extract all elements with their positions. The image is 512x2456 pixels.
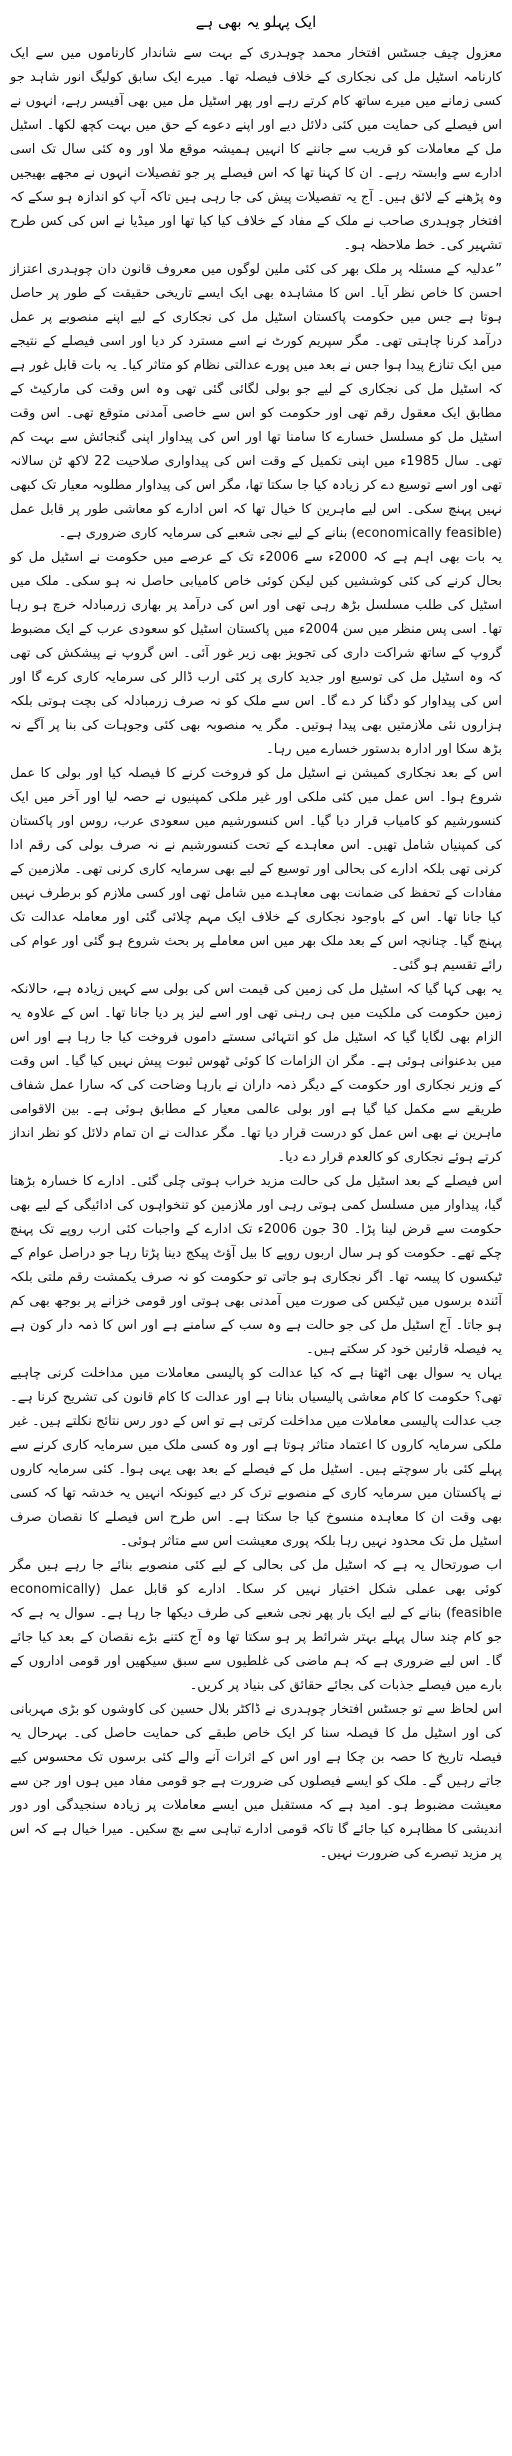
paragraph-7: یہاں یہ سوال بھی اٹھتا ہے کہ کیا عدالت کو پالیسی معاملات میں مداخلت کرنی چاہیے تھی؟ حکومت کا کام معاشی پالیسیاں بنانا ہے اور عدالت کا کام قانون کی تشریح کرنا ہے۔ جب عدالت پالیسی معاملات میں مداخلت کرتی ہے تو اس کے دور رس نتائج نکلتے ہیں۔ غیر ملکی سرمایہ کاروں کا اعتماد متاثر ہوتا ہے اور وہ کسی ملک میں سرمایہ کاری کرنے سے پہلے کئی بار سوچتے ہیں۔ اسٹیل مل کے فیصلے کے بعد بھی یہی ہوا۔ کئی سرمایہ کاروں نے پاکستان میں سرمایہ کاری کے منصوبے ترک کر دیے کیونکہ انہیں یہ خدشہ تھا کہ کسی بھی وقت ان کا معاہدہ منسوخ کیا جا سکتا ہے۔ اس طرح اس فیصلے کا نقصان صرف اسٹیل مل تک محدود نہیں رہا بلکہ پوری معیشت اس سے متاثر ہوئی۔ bbox=[10, 1366, 502, 1549]
paragraph-1: معزول چیف جسٹس افتخار محمد چوہدری کے بہت سے شاندار کارناموں میں سے ایک کارنامہ اسٹیل مل کی نجکاری کے خلاف فیصلہ تھا۔ میرے ایک سابق کولیگ انور شاہد جو کسی زمانے میں میرے ساتھ کام کرتے رہے اور پھر اسٹیل مل میں بھی آفیسر رہے، انہوں نے اس فیصلے کی حمایت میں کئی دلائل دیے اور اپنے دعوے کے حق میں بہت کچھ لکھا۔ اسٹیل مل کے معاملات کو قریب سے جاننے کا انہیں ہمیشہ موقع ملا اور وہ کئی سال تک اسی ادارے سے وابستہ رہے۔ ان کا کہنا تھا کہ اس فیصلے پر جو تفصیلات انہوں نے مجھے بھیجیں وہ پڑھنے کے لائق ہیں۔ آج یہ تفصیلات پیش کی جا رہی ہیں تاکہ آپ کو اندازہ ہو سکے کہ افتخار چوہدری صاحب نے ملک کے مفاد کے خلاف کیا کیا تھا اور میڈیا نے اس کی کس طرح تشہیر کی۔ خط ملاحظہ ہو۔ bbox=[10, 46, 502, 253]
paragraph-6: اس فیصلے کے بعد اسٹیل مل کی حالت مزید خراب ہوتی چلی گئی۔ ادارے کا خسارہ بڑھتا گیا، پیداوار میں مسلسل کمی ہوتی رہی اور ملازمین کو تنخواہوں کی ادائیگی کے لیے بھی حکومت سے قرض لینا پڑا۔ 30 جون 2006ء تک ادارے کے واجبات کئی ارب روپے تک پہنچ چکے تھے۔ حکومت کو ہر سال اربوں روپے کا بیل آؤٹ پیکج دینا پڑتا رہا جو دراصل عوام کے ٹیکسوں کا پیسہ تھا۔ اگر نجکاری ہو جاتی تو حکومت کو نہ صرف یکمشت رقم ملتی بلکہ آئندہ برسوں میں ٹیکس کی صورت میں آمدنی بھی ہوتی اور قومی خزانے پر بوجھ بھی کم ہو جاتا۔ آج اسٹیل مل کی جو حالت ہے وہ سب کے سامنے ہے اور اس کا ذمہ دار کون ہے یہ فیصلہ قارئین خود کر سکتے ہیں۔ bbox=[10, 1174, 502, 1357]
paragraph-4: اس کے بعد نجکاری کمیشن نے اسٹیل مل کو فروخت کرنے کا فیصلہ کیا اور بولی کا عمل شروع ہوا۔ اس عمل میں کئی ملکی اور غیر ملکی کمپنیوں نے حصہ لیا اور آخر میں ایک کنسورشیم کو کامیاب قرار دیا گیا۔ اس کنسورشیم میں سعودی عرب، روس اور پاکستان کی کمپنیاں شامل تھیں۔ اس معاہدے کے تحت کنسورشیم نے نہ صرف بولی کی رقم ادا کرنی تھی بلکہ ادارے کی بحالی اور توسیع کے لیے بھی سرمایہ کاری کرنی تھی۔ ملازمین کے مفادات کے تحفظ کی ضمانت بھی معاہدے میں شامل تھی اور کسی ملازم کو برطرف نہیں کیا جانا تھا۔ اس کے باوجود نجکاری کے خلاف ایک مہم چلائی گئی اور معاملہ عدالت تک پہنچ گیا۔ چنانچہ اس کے بعد ملک بھر میں اس معاملے پر بحث شروع ہو گئی اور عوام کی رائے تقسیم ہو گئی۔ bbox=[10, 766, 502, 973]
paragraph-3: یہ بات بھی اہم ہے کہ 2000ء سے 2006ء تک کے عرصے میں حکومت نے اسٹیل مل کو بحال کرنے کی کئی کوششیں کیں لیکن کوئی خاص کامیابی حاصل نہ ہو سکی۔ ملک میں اسٹیل کی طلب مسلسل بڑھ رہی تھی اور اس کی درآمد پر بھاری زرمبادلہ خرچ ہو رہا تھا۔ اسی پس منظر میں سن 2004ء میں پاکستان اسٹیل کو سعودی عرب کے ایک مضبوط گروپ کے ساتھ شراکت داری کی تجویز بھی زیر غور آئی۔ اس گروپ نے پیشکش کی تھی کہ وہ اسٹیل مل کی توسیع اور جدید کاری پر کئی ارب ڈالر کی سرمایہ کاری کرے گا اور اس کی پیداوار کو دگنا کر دے گا۔ اس سے ملک کو نہ صرف زرمبادلہ کی بچت ہوتی بلکہ ہزاروں نئی ملازمتیں بھی پیدا ہوتیں۔ مگر یہ منصوبہ بھی کئی وجوہات کی بنا پر آگے نہ بڑھ سکا اور ادارہ بدستور خسارے میں رہا۔ bbox=[10, 550, 502, 757]
column-body bbox=[10, 42, 502, 1866]
paragraph-5: یہ بھی کہا گیا کہ اسٹیل مل کی زمین کی قیمت اس کی بولی سے کہیں زیادہ ہے، حالانکہ زمین حکومت کی ملکیت میں ہی رہنی تھی اور اسے لیز پر دیا جانا تھا۔ اس کے علاوہ یہ الزام بھی لگایا گیا کہ اسٹیل مل کو انتہائی سستے داموں فروخت کیا جا رہا ہے اور اس میں بدعنوانی ہوئی ہے۔ مگر ان الزامات کا کوئی ٹھوس ثبوت پیش نہیں کیا گیا۔ اس وقت کے وزیر نجکاری اور حکومت کے دیگر ذمہ داران نے بارہا وضاحت کی کہ سارا عمل شفاف طریقے سے مکمل کیا گیا ہے اور بولی عالمی معیار کے مطابق ہوئی ہے۔ بین الاقوامی ماہرین نے بھی اس عمل کو درست قرار دیا تھا۔ مگر عدالت نے ان تمام دلائل کو نظر انداز کرتے ہوئے نجکاری کو کالعدم قرار دے دیا۔ bbox=[10, 982, 502, 1165]
paragraph-8: اب صورتحال یہ ہے کہ اسٹیل مل کی بحالی کے لیے کئی منصوبے بنائے جا رہے ہیں مگر کوئی بھی عملی شکل اختیار نہیں کر سکا۔ ادارے کو قابل عمل (economically feasible) بنانے کے لیے ایک بار پھر نجی شعبے کی طرف دیکھا جا رہا ہے۔ سوال یہ ہے کہ جو کام چند سال پہلے بہتر شرائط پر ہو سکتا تھا وہ آج کتنے بڑے نقصان کے بعد کیا جائے گا۔ اس لیے ضروری ہے کہ ہم ماضی کی غلطیوں سے سبق سیکھیں اور قومی اداروں کے بارے میں فیصلے جذبات کی بجائے حقائق کی بنیاد پر کریں۔ bbox=[10, 1558, 502, 1693]
paragraph-2: ”عدلیہ کے مسئلہ پر ملک بھر کی کئی ملین لوگوں میں معروف قانون دان چوہدری اعتزاز احسن کا خاص نظر آیا۔ اس کا مشاہدہ بھی ایک ایسے تاریخی حقیقت کے طور پر حاصل ہوتا ہے جس میں حکومت پاکستان اسٹیل مل کی نجکاری کے لیے اپنے منصوبے پر عمل درآمد کرنا چاہتی تھی۔ مگر سپریم کورٹ نے اسے مسترد کر دیا اور اسی فیصلے کے نتیجے میں ایک تنازع پیدا ہوا جس نے بعد میں پورے عدالتی نظام کو متاثر کیا۔ یہ بات قابل غور ہے کہ اسٹیل مل کی نجکاری کے لیے جو بولی لگائی گئی تھی وہ اس وقت کی مارکیٹ کے مطابق ایک معقول رقم تھی اور حکومت کو اس سے خاصی آمدنی متوقع تھی۔ اس وقت اسٹیل مل کو مسلسل خسارے کا سامنا تھا اور اس کی پیداوار اپنی گنجائش سے بہت کم تھی۔ سال 1985ء میں اپنی تکمیل کے وقت اس کی پیداواری صلاحیت 22 لاکھ ٹن سالانہ تھی اور اسے توسیع دے کر زیادہ کیا جا سکتا تھا، مگر اس کی پیداوار مطلوبہ معیار تک کبھی نہیں پہنچ سکی۔ اس لیے ماہرین کا خیال تھا کہ اس ادارے کو معاشی طور پر قابل عمل (economically feasible) بنانے کے لیے نجی شعبے کی سرمایہ کاری ضروری ہے۔ bbox=[10, 262, 502, 541]
paragraph-9: اس لحاظ سے تو جسٹس افتخار چوہدری نے ڈاکٹر بلال حسین کی کاوشوں کو بڑی مہربانی کی اور اسٹیل مل کا فیصلہ سنا کر ایک خاص طبقے کی حمایت حاصل کی۔ بہرحال یہ فیصلہ تاریخ کا حصہ بن چکا ہے اور اس کے اثرات آنے والے کئی برسوں تک محسوس کیے جاتے رہیں گے۔ ملک کو ایسے فیصلوں کی ضرورت ہے جو قومی مفاد میں ہوں اور جن سے معیشت مضبوط ہو۔ امید ہے کہ مستقبل میں ایسے معاملات پر زیادہ سنجیدگی اور دور اندیشی کا مظاہرہ کیا جائے گا تاکہ قومی ادارے تباہی سے بچ سکیں۔ میرا خیال ہے کہ اس پر مزید تبصرے کی ضرورت نہیں۔ bbox=[10, 1702, 502, 1861]
column-title: ایک پہلو یہ بھی ہے bbox=[195, 13, 317, 31]
